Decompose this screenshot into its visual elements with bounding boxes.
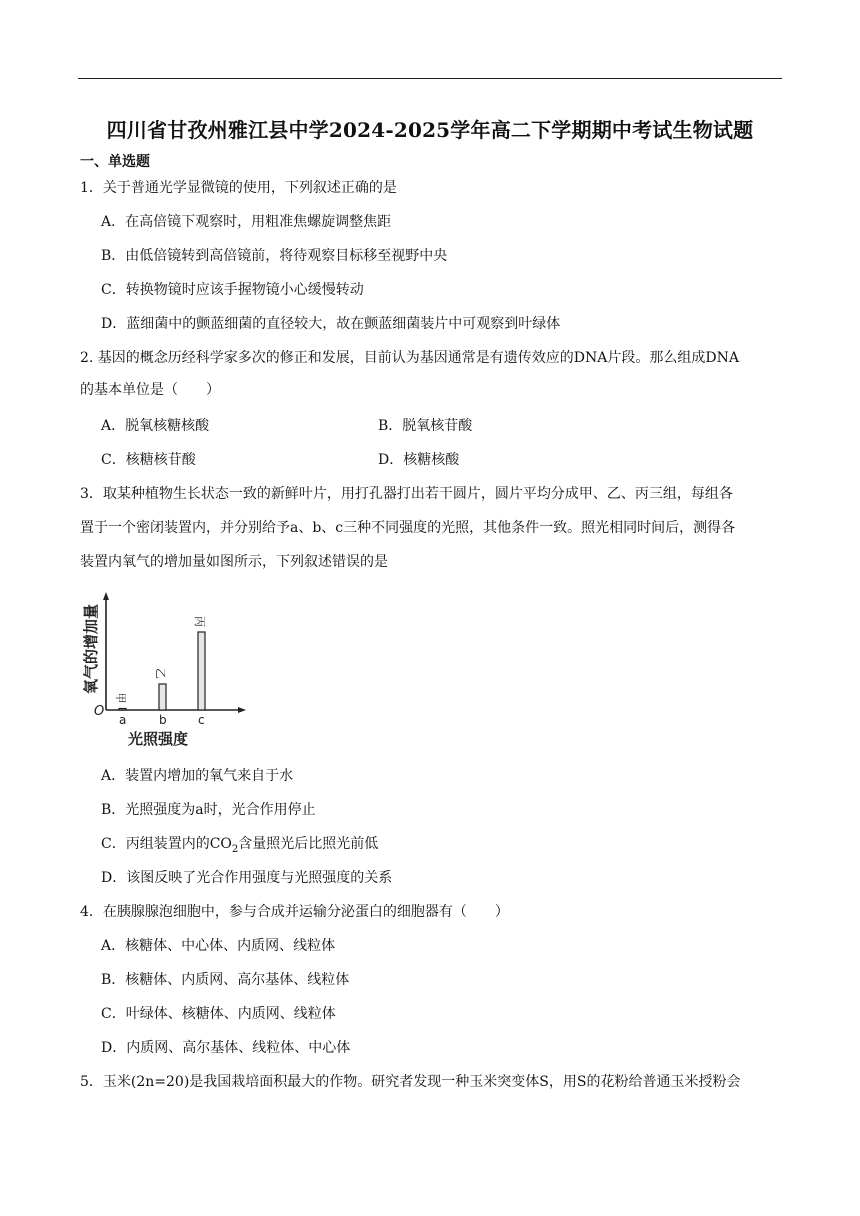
question-4-option-a[interactable]: A．核糖体、中心体、内质网、线粒体: [101, 938, 336, 954]
question-2-stem-line-1: 2. 基因的概念历经科学家多次的修正和发展，目前认为基因通常是有遗传效应的DNA片段。那么组成DNA: [80, 350, 739, 366]
document-title: 四川省甘孜州雅江县中学2024-2025学年高二下学期期中考试生物试题: [106, 118, 754, 142]
question-3-option-b[interactable]: B．光照强度为a时，光合作用停止: [101, 802, 316, 818]
question-2-option-a[interactable]: A．脱氧核糖核酸: [101, 418, 210, 434]
chart-tick-label-c: c: [198, 713, 205, 727]
question-1-option-d[interactable]: D．蓝细菌中的颤蓝细菌的直径较大，故在颤蓝细菌装片中可观察到叶绿体: [101, 316, 561, 332]
question-5-stem: 5．玉米(2n=20)是我国栽培面积最大的作物。研究者发现一种玉米突变体S，用S的花粉给普通玉米授粉会: [80, 1074, 741, 1090]
question-1-option-b[interactable]: B．由低倍镜转到高倍镜前，将待观察目标移至视野中央: [101, 248, 448, 264]
chart-bar-a: [119, 709, 126, 711]
section-heading: 一、单选题: [80, 154, 150, 170]
question-2-option-b[interactable]: B．脱氧核苷酸: [378, 418, 473, 434]
question-2-stem-line-2: 的基本单位是（ ）: [80, 382, 220, 398]
chart-tick-label-b: b: [159, 713, 167, 727]
question-3-option-d[interactable]: D．该图反映了光合作用强度与光照强度的关系: [101, 870, 393, 886]
question-1-option-a[interactable]: A．在高倍镜下观察时，用粗准焦螺旋调整焦距: [101, 214, 392, 230]
chart-bar-label-b: 乙: [154, 668, 167, 679]
question-2-option-c[interactable]: C．核糖核苷酸: [101, 452, 196, 468]
chart-x-axis-label: 光照强度: [128, 730, 189, 748]
question-3-option-c-text: C．丙组装置内的CO: [101, 836, 232, 852]
oxygen-light-chart: [78, 588, 248, 748]
question-4-option-c[interactable]: C．叶绿体、核糖体、内质网、线粒体: [101, 1006, 336, 1022]
question-2-option-d[interactable]: D．核糖核酸: [378, 452, 460, 468]
question-4-option-d[interactable]: D．内质网、高尔基体、线粒体、中心体: [101, 1040, 351, 1056]
question-3-stem-line-3: 装置内氧气的增加量如图所示，下列叙述错误的是: [80, 554, 388, 570]
question-4-option-b[interactable]: B．核糖体、内质网、高尔基体、线粒体: [101, 972, 350, 988]
question-1-option-c[interactable]: C．转换物镜时应该手握物镜小心缓慢转动: [101, 282, 364, 298]
chart-origin-label: O: [94, 704, 105, 719]
chart-tick-label-a: a: [119, 713, 127, 727]
chart-bar-b: [159, 684, 166, 710]
y-axis-arrow: [103, 592, 109, 600]
question-4-stem: 4．在胰腺腺泡细胞中，参与合成并运输分泌蛋白的细胞器有（ ）: [80, 904, 509, 920]
co2-subscript: 2: [231, 843, 239, 855]
chart-bar-c: [198, 632, 205, 710]
chart-bar-label-a: 甲: [114, 692, 127, 704]
chart-y-axis-label: 氧气的增加量: [82, 603, 100, 694]
question-3-stem-line-2: 置于一个密闭装置内，并分别给予a、b、c三种不同强度的光照，其他条件一致。照光相同时间后，测得各: [80, 520, 736, 536]
question-3-option-c-rest: 含量照光后比照光前低: [238, 836, 379, 852]
header-rule: [78, 78, 782, 79]
question-1-stem: 1．关于普通光学显微镜的使用，下列叙述正确的是: [80, 180, 397, 196]
question-3-stem-line-1: 3．取某种植物生长状态一致的新鲜叶片，用打孔器打出若干圆片，圆片平均分成甲、乙、丙三组，每组各: [80, 486, 733, 502]
x-axis-arrow: [238, 707, 246, 713]
chart-bar-label-c: 丙: [193, 616, 206, 627]
question-3-option-c[interactable]: [101, 834, 378, 860]
question-3-option-a[interactable]: A．装置内增加的氧气来自于水: [101, 768, 294, 784]
